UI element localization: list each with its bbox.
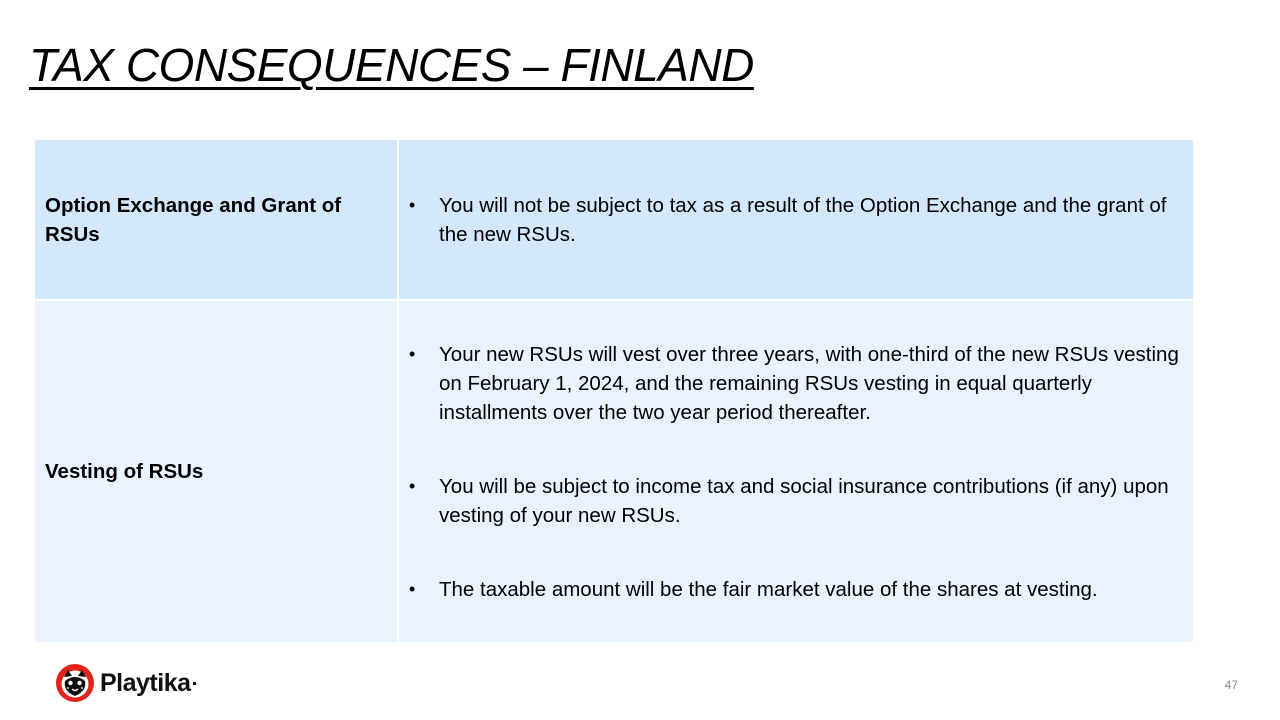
bullet-item: • You will be subject to income tax and social insurance contributions (if any) upon vesting of your new RSUs.: [407, 472, 1179, 530]
row-content-option-exchange: [399, 140, 1193, 299]
brand-dot: [193, 682, 196, 685]
brand-logo: [55, 663, 196, 703]
brand-name: Playtika: [100, 668, 191, 697]
playtika-cheetah-logo-icon: [55, 663, 95, 703]
row-content-vesting: [399, 301, 1193, 642]
bullet-list: [407, 191, 1179, 249]
page-title: TAX CONSEQUENCES – FINLAND: [29, 39, 754, 91]
bullet-item: • The taxable amount will be the fair market value of the shares at vesting.: [407, 575, 1179, 604]
row-label-option-exchange: Option Exchange and Grant of RSUs: [35, 140, 397, 299]
tax-table: [35, 140, 1193, 640]
row-label-vesting: Vesting of RSUs: [35, 301, 397, 642]
bullet-item: • Your new RSUs will vest over three years, with one-third of the new RSUs vesting on February 1, 2024, and the remaining RSUs vesting in equal quarterly installments over the two year period thereafter.: [407, 340, 1179, 427]
page-number: 47: [1224, 678, 1238, 692]
bullet-list: [407, 340, 1179, 604]
bullet-item: • You will not be subject to tax as a result of the Option Exchange and the grant of the new RSUs.: [407, 191, 1179, 249]
